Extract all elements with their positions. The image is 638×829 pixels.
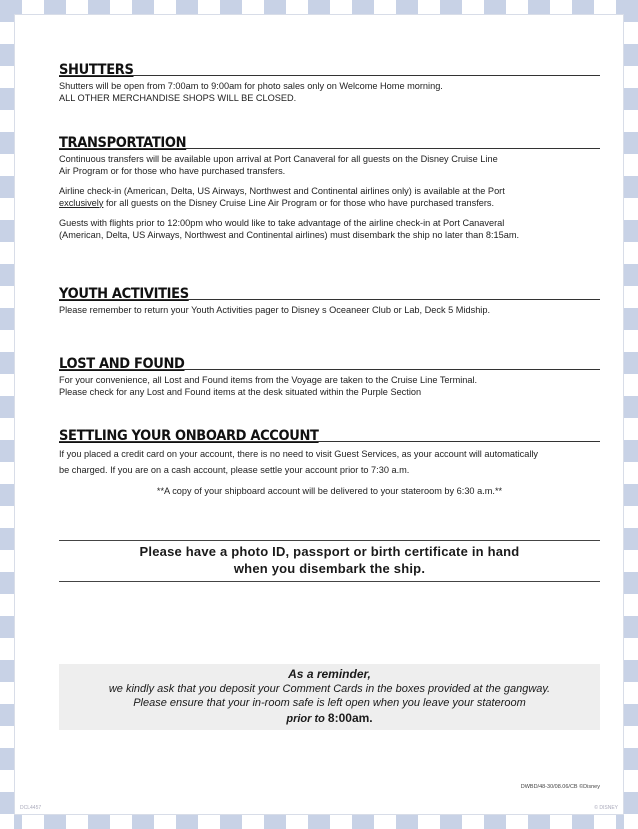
section-rule xyxy=(59,148,600,149)
account-note: **A copy of your shipboard account will be delivered to your stateroom by 6:30 a.m.** xyxy=(156,486,503,496)
section-heading-youth-activities: YOUTH ACTIVITIES xyxy=(59,286,189,302)
border-left xyxy=(0,0,14,829)
reminder-line: we kindly ask that you deposit your Comment Cards in the boxes provided at the gangway. xyxy=(108,683,551,695)
notice-line: Please have a photo ID, passport or birth certificate in hand xyxy=(139,544,520,559)
text-line: Airline check-in (American, Delta, US Airways, Northwest and Continental airlines only) is available at the Port xyxy=(59,186,505,196)
section-rule xyxy=(59,75,600,76)
border-right xyxy=(624,0,638,829)
section-transportation xyxy=(59,135,600,241)
section-body xyxy=(59,154,600,241)
section-rule xyxy=(59,441,600,442)
text-line: For your convenience, all Lost and Found items from the Voyage are taken to the Cruise Line Terminal. xyxy=(59,375,478,385)
section-body xyxy=(59,375,600,398)
section-lost-and-found xyxy=(59,356,600,398)
corner-mark-right: © DISNEY xyxy=(594,805,618,811)
corner-mark-left: DCL4457 xyxy=(20,805,42,811)
reminder-box xyxy=(59,664,600,730)
reminder-title: As a reminder, xyxy=(288,667,371,681)
section-heading-shutters: SHUTTERS xyxy=(59,62,134,78)
text-line: Shutters will be open from 7:00am to 9:00am for photo sales only on Welcome Home morning. xyxy=(59,81,443,91)
text-line: Please remember to return your Youth Activities pager to Disney s Oceaneer Club or Lab, Deck 5 Midship. xyxy=(59,305,491,315)
text-line: be charged. If you are on a cash account, please settle your account prior to 7:30 a.m. xyxy=(59,464,410,475)
text-line: ALL OTHER MERCHANDISE SHOPS WILL BE CLOSED. xyxy=(59,92,297,103)
section-heading-lost-and-found: LOST AND FOUND xyxy=(59,356,185,372)
emphasis-word: exclusively xyxy=(59,197,104,208)
border-top xyxy=(0,0,638,14)
photo-id-notice xyxy=(59,540,600,582)
text-line: Guests with flights prior to 12:00pm who would like to take advantage of the airline check-in at Port Canaveral xyxy=(59,218,505,228)
text-line xyxy=(59,198,600,210)
notice-line: when you disembark the ship. xyxy=(233,561,426,576)
section-onboard-account xyxy=(59,428,600,500)
section-heading-transportation: TRANSPORTATION xyxy=(59,135,187,151)
text-line: (American, Delta, US Airways, Northwest and Continental airlines) must disembark the ship no later than 8:15am. xyxy=(59,229,520,240)
document-code: DWBD/48-30/08.06/CB ©Disney xyxy=(520,784,600,790)
section-rule xyxy=(59,369,600,370)
section-body xyxy=(59,81,600,104)
section-heading-onboard-account: SETTLING YOUR ONBOARD ACCOUNT xyxy=(59,428,319,444)
reminder-line: Please ensure that your in-room safe is left open when you leave your stateroom xyxy=(133,697,526,709)
section-body xyxy=(59,305,600,317)
text-line: Continuous transfers will be available upon arrival at Port Canaveral for all guests on the Disney Cruise Line xyxy=(59,154,498,164)
section-rule xyxy=(59,299,600,300)
reminder-deadline xyxy=(59,710,600,727)
text-line: Air Program or for those who have purchased transfers. xyxy=(59,165,286,176)
reminder-deadline-prefix: prior to xyxy=(286,713,328,725)
reminder-deadline-time: 8:00am. xyxy=(327,711,373,725)
text-line: If you placed a credit card on your account, there is no need to visit Guest Services, as your account will automatically xyxy=(59,449,539,459)
text-line: Please check for any Lost and Found items at the desk situated within the Purple Section xyxy=(59,386,422,397)
section-body xyxy=(59,447,600,500)
text-fragment: for all guests on the Disney Cruise Line Air Program or for those who have purchased transfers. xyxy=(103,197,495,208)
section-youth-activities xyxy=(59,286,600,317)
section-shutters xyxy=(59,62,600,104)
border-bottom xyxy=(0,815,638,829)
